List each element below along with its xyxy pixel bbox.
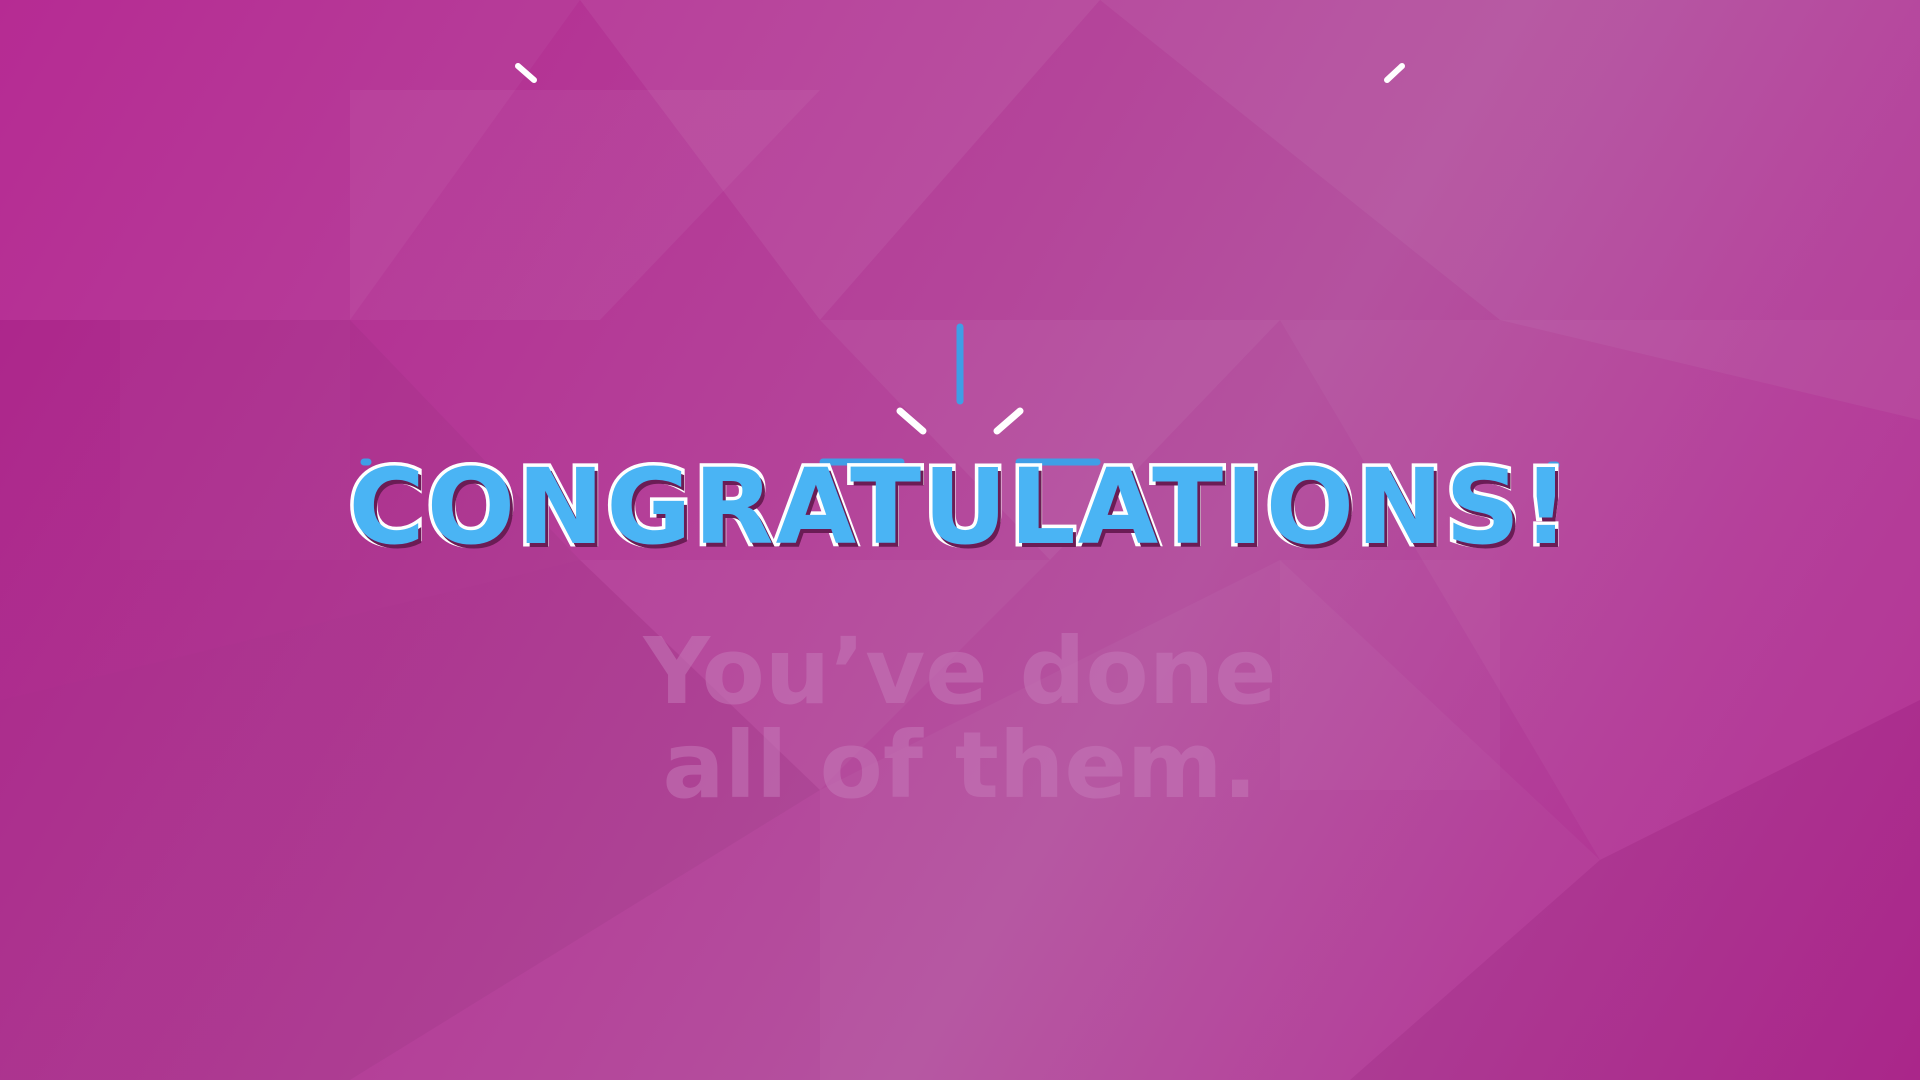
completion-message [0, 618, 1920, 819]
congratulations-title: CONGRATULATIONS! [348, 446, 1572, 568]
completion-message-line-2: all of them. [662, 711, 1258, 819]
spark-white-center-left [900, 411, 923, 431]
completion-message-line-1: You’ve done [643, 618, 1277, 725]
spark-white-center-right [997, 411, 1020, 431]
spark-white-top-right [1387, 66, 1402, 80]
spark-white-top-left [518, 66, 534, 80]
